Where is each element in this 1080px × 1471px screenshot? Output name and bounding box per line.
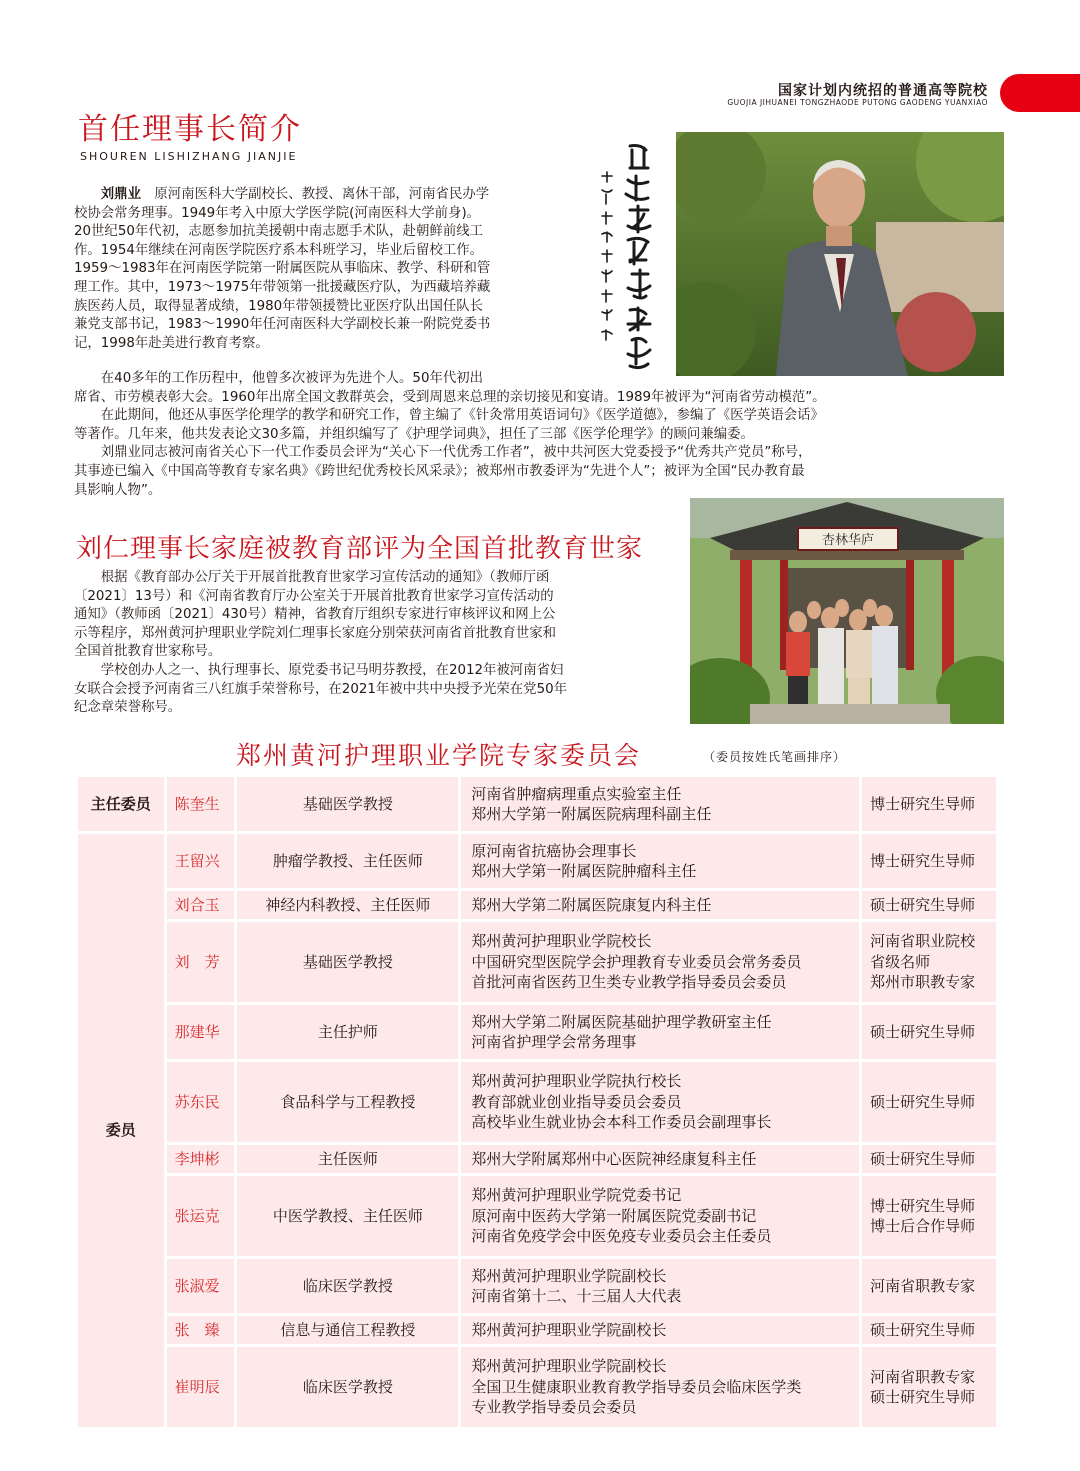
degree-line: 博士研究生导师 [870,794,976,813]
committee-note: （委员按姓氏笔画排序） [703,750,847,764]
member-title: 临床医学教授 [237,1347,458,1427]
portrait-image [676,132,1004,376]
family-line: 女联合会授予河南省三八红旗手荣誉称号，在2021年被中共中央授予光荣在党50年 [74,681,568,697]
member-name: 陈奎生 [167,777,235,831]
member-posts [461,1176,859,1256]
degree-line: 河南省职业院校 [870,932,976,951]
member-name: 张运克 [167,1176,235,1256]
post-line: 郑州黄河护理职业学院副校长 [471,1320,667,1339]
post-line: 河南省肿瘤病理重点实验室主任 [471,784,682,803]
degree-line: 博士研究生导师 [870,851,976,870]
table-row [78,1145,996,1173]
member-title: 基础医学教授 [237,922,458,1002]
member-name: 崔明辰 [167,1347,235,1427]
bio-line: 在40多年的工作历程中，他曾多次被评为先进个人。50年代初出 [100,371,484,386]
member-degree [862,777,996,831]
member-posts [461,1005,859,1059]
member-posts [461,834,859,888]
post-line: 郑州大学第一附属医院肿瘤科主任 [471,862,697,880]
table-row [78,891,996,919]
member-degree [862,1145,996,1173]
post-line: 高校毕业生就业协会本科工作委员会副理事长 [471,1113,772,1132]
member-name: 张淑爱 [167,1259,235,1313]
table-row [78,922,996,1002]
table-row [78,1347,996,1427]
table-row [78,1005,996,1059]
post-line: 郑州黄河护理职业学院执行校长 [471,1072,682,1091]
committee-table [75,774,999,1430]
family-line: 通知》（教师函〔2021〕430号）精神，省教育厅组织专家进行审核评议和网上公 [74,607,556,623]
member-posts [461,922,859,1002]
bio-continued [74,370,1004,500]
table-row [78,1062,996,1142]
bio-line: 1959～1983年在河南医学院第一附属医院从事临床、教学、科研和管 [74,261,491,277]
bio-line: 等著作。几年来，他共发表论文30多篇，并组织编写了《护理学词典》，担任了三部《医学伦理学》的顾问兼编委。 [74,426,754,442]
post-line: 中国研究型医院学会护理教育专业委员会常务委员 [471,952,802,971]
section1-title: 首任理事长简介 [78,112,302,147]
member-degree [862,1347,996,1427]
bio-line: 其事迹已编入《中国高等教育专家名典》《跨世纪优秀校长风采录》；被郑州市教委评为“先进个人”；被评为全国“民办教育最 [74,463,805,479]
member-degree [862,1316,996,1344]
member-title: 主任护师 [237,1005,458,1059]
table-row [78,777,996,831]
member-title: 食品科学与工程教授 [237,1062,458,1142]
member-degree [862,1259,996,1313]
member-title: 主任医师 [237,1145,458,1173]
pavilion-plaque: 杏林华庐 [821,533,875,548]
family-line: 学校创办人之一、执行理事长、原党委书记马明芬教授，在2012年被河南省妇 [100,662,564,678]
degree-line: 硕士研究生导师 [870,1320,976,1339]
member-degree [862,1176,996,1256]
degree-line: 河南省职教专家 [870,1367,976,1386]
bio-line: 理工作。其中，1973～1975年带领第一批援藏医疗队，为西藏培养藏 [74,279,491,295]
degree-line: 河南省职教专家 [870,1276,976,1295]
post-line: 原河南中医药大学第一附属医院党委副书记 [471,1206,757,1225]
degree-line: 硕士研究生导师 [870,1149,976,1168]
member-name: 刘 芳 [167,922,235,1002]
member-posts [461,777,859,831]
member-posts [461,1062,859,1142]
degree-line: 博士研究生导师 [870,1196,976,1215]
bio-line: 原河南医科大学副校长、教授、离休干部，河南省民办学 [154,187,490,202]
header-pinyin: GUOJIA JIHUANEI TONGZHAODE PUTONG GAODENG YUANXIAO [727,98,988,107]
table-row [78,1316,996,1344]
bio-line: 作。1954年继续在河南医学院医疗系本科班学习，毕业后留校工作。 [74,242,484,258]
degree-line: 硕士研究生导师 [870,1022,976,1041]
section1-subtitle: SHOUREN LISHIZHANG JIANJIE [80,150,298,163]
member-title: 中医学教授、主任医师 [237,1176,458,1256]
member-title: 信息与通信工程教授 [237,1316,458,1344]
post-line: 郑州大学第二附属医院基础护理学教研室主任 [471,1012,772,1031]
calligraphy-image [572,136,672,376]
family-photo [690,498,1004,724]
post-line: 河南省免疫学会中医免疫专业委员会主任委员 [471,1227,772,1246]
member-degree [862,922,996,1002]
degree-line: 硕士研究生导师 [870,895,976,914]
member-name: 李坤彬 [167,1145,235,1173]
bio-line: 在此期间，他还从事医学伦理学的教学和研究工作，曾主编了《针灸常用英语词句》《医学道德》，参编了《医学英语会话》 [100,408,824,424]
family-line: 纪念章荣誉称号。 [74,700,182,716]
post-line: 郑州大学第一附属医院病理科副主任 [471,805,712,823]
post-line: 全国卫生健康职业教育教学指导委员会临床医学类 [471,1377,802,1396]
committee-table-body [78,777,996,1427]
role-cell-chair: 主任委员 [78,777,164,831]
member-title: 肿瘤学教授、主任医师 [237,834,458,888]
calligraphy-inscription [572,136,672,376]
section2-title: 刘仁理事长家庭被教育部评为全国首批教育世家 [76,534,644,564]
member-name: 王留兴 [167,834,235,888]
bio-line: 刘鼎业同志被河南省关心下一代工作委员会评为“关心下一代优秀工作者”，被中共河医大党委授予“优秀共产党员”称号， [100,445,812,461]
member-degree [862,1005,996,1059]
degree-line: 省级名师 [870,952,931,971]
post-line: 首批河南省医药卫生类专业教学指导委员会委员 [471,973,787,992]
member-title: 基础医学教授 [237,777,458,831]
bio-line: 席省、市劳模表彰大会。1960年出席全国文教群英会，受到周恩来总理的亲切接见和宴请。1989年被评为“河南省劳动模范”。 [74,389,826,405]
bio-line: 兼党支部书记，1983～1990年任河南医科大学副校长兼一附院党委书 [74,317,491,333]
table-row [78,1176,996,1256]
bio-intro [74,186,574,353]
family-line: 根据《教育部办公厅关于开展首批教育世家学习宣传活动的通知》（教师厅函 [100,570,550,585]
member-posts [461,1316,859,1344]
post-line: 专业教学指导委员会委员 [471,1398,637,1417]
member-posts [461,1347,859,1427]
post-line: 河南省第十二、十三届人大代表 [471,1287,682,1305]
header-red-tab [1000,74,1080,112]
bio-line: 校协会常务理事。1949年考入中原大学医学院(河南医科大学前身)。 [74,205,481,221]
bio-line: 20世纪50年代初，志愿参加抗美援朝中南志愿手术队，赴朝鲜前线工 [74,224,484,240]
table-row [78,1259,996,1313]
member-degree [862,891,996,919]
member-name: 苏东民 [167,1062,235,1142]
member-degree [862,834,996,888]
committee-title: 郑州黄河护理职业学院专家委员会 [236,741,642,770]
post-line: 河南省护理学会常务理事 [471,1033,637,1051]
family-pavilion-image [690,498,1004,724]
degree-line: 硕士研究生导师 [870,1388,976,1406]
member-posts [461,1259,859,1313]
member-title: 临床医学教授 [237,1259,458,1313]
degree-line: 硕士研究生导师 [870,1092,976,1111]
member-degree [862,1062,996,1142]
family-line: 全国首批教育世家称号。 [74,644,222,660]
degree-line: 博士后合作导师 [870,1217,976,1235]
post-line: 郑州黄河护理职业学院副校长 [471,1266,667,1285]
post-line: 郑州黄河护理职业学院校长 [471,932,652,951]
post-line: 郑州黄河护理职业学院党委书记 [471,1186,682,1205]
member-name: 刘合玉 [167,891,235,919]
family-award-text [74,569,674,718]
family-line: 示等程序，郑州黄河护理职业学院刘仁理事长家庭分别荣获河南省首批教育世家和 [74,625,557,641]
bio-name: 刘鼎业 [100,187,141,202]
post-line: 郑州黄河护理职业学院副校长 [471,1357,667,1376]
bottom-margin [0,1463,1080,1471]
member-name: 张 臻 [167,1316,235,1344]
role-cell-member: 委员 [78,834,164,1427]
post-line: 教育部就业创业指导委员会委员 [471,1092,682,1111]
member-title: 神经内科教授、主任医师 [237,891,458,919]
bio-line: 记，1998年赴美进行教育考察。 [74,335,269,351]
member-name: 那建华 [167,1005,235,1059]
bio-line: 具影响人物”。 [74,482,162,498]
bio-line: 族医药人员，取得显著成绩，1980年带领援赞比亚医疗队出国任队长 [74,298,484,314]
post-line: 郑州大学附属郑州中心医院神经康复科主任 [471,1149,757,1168]
post-line: 郑州大学第二附属医院康复内科主任 [471,895,712,914]
table-row [78,834,996,888]
member-posts [461,891,859,919]
degree-line: 郑州市职教专家 [870,973,976,992]
portrait-photo [676,132,1004,376]
family-line: 〔2021〕13号）和《河南省教育厅办公室关于开展首批教育世家学习宣传活动的 [74,588,554,604]
member-posts [461,1145,859,1173]
post-line: 原河南省抗癌协会理事长 [471,841,637,860]
header-title: 国家计划内统招的普通高等院校 [778,83,988,99]
